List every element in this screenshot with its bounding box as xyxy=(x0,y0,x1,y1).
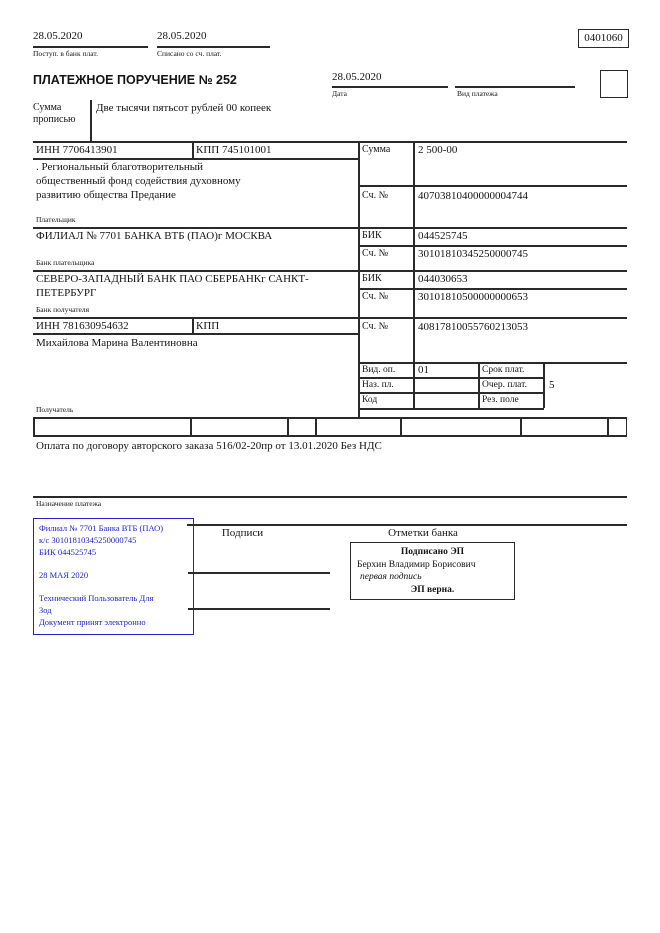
table-line xyxy=(192,141,194,159)
amount-label: Сумма xyxy=(362,144,391,155)
table-line xyxy=(33,417,627,419)
payer-bank-label: Банк плательщика xyxy=(36,258,95,267)
op-kind-label: Вид. оп. xyxy=(362,365,396,375)
bank-stamp-line: 28 МАЯ 2020 xyxy=(39,570,89,580)
table-line xyxy=(358,245,627,247)
bank-stamp-line: Зод xyxy=(39,605,52,615)
table-line xyxy=(33,333,360,335)
payer-bank-account: 30101810345250000745 xyxy=(418,248,528,260)
payer-bank-bik: 044525745 xyxy=(418,230,468,242)
payer-name-line: развитию общества Предание xyxy=(36,189,176,201)
payee-kpp-label: КПП xyxy=(196,320,220,332)
payer-account: 40703810400000004744 xyxy=(418,190,528,202)
amount-value: 2 500-00 xyxy=(418,144,458,156)
payee-bank-bik: 044030653 xyxy=(418,273,468,285)
debited-date: 28.05.2020 xyxy=(157,30,207,42)
payee-bank-bik-label: БИК xyxy=(362,273,382,284)
ep-title: Подписано ЭП xyxy=(400,547,465,557)
received-date: 28.05.2020 xyxy=(33,30,83,42)
payee-label: Получатель xyxy=(36,405,74,414)
table-line xyxy=(358,362,627,364)
table-line xyxy=(478,362,480,408)
bank-stamp-spacer xyxy=(39,581,189,592)
divider-line xyxy=(157,46,270,48)
payee-bank-name-line: СЕВЕРО-ЗАПАДНЫЙ БАНК ПАО СБЕРБАНКг САНКТ- xyxy=(36,273,309,285)
table-line xyxy=(358,392,544,394)
bank-stamp-spacer xyxy=(39,558,189,569)
payee-bank-label: Банк получателя xyxy=(36,305,90,314)
payment-type-label: Вид платежа xyxy=(457,89,498,98)
signature-line xyxy=(188,572,330,574)
due-date-label: Срок плат. xyxy=(482,365,525,375)
priority-label: Очер. плат. xyxy=(482,380,527,390)
table-line xyxy=(190,417,192,435)
table-line xyxy=(358,185,627,187)
amount-words-label-2: прописью xyxy=(33,114,76,125)
payee-account-label: Сч. № xyxy=(362,321,389,332)
amount-words-label-1: Сумма xyxy=(33,102,62,113)
table-line xyxy=(358,408,544,410)
bank-stamp-line: Филиал № 7701 Банка ВТБ (ПАО) xyxy=(39,523,164,533)
payee-account: 40817810055760213053 xyxy=(418,321,528,333)
bank-marks-title: Отметки банка xyxy=(388,527,458,539)
table-line xyxy=(358,288,627,290)
reserve-field-label: Рез. поле xyxy=(482,395,519,405)
signature-line xyxy=(188,608,330,610)
ep-signer-name: Берхин Владимир Борисович xyxy=(357,559,476,570)
payee-name: Михайлова Марина Валентиновна xyxy=(36,337,198,349)
divider-line xyxy=(90,100,92,141)
table-line xyxy=(626,417,628,435)
table-line xyxy=(358,377,544,379)
divider-line xyxy=(33,46,148,48)
amount-in-words: Две тысячи пятьсот рублей 00 копеек xyxy=(96,102,272,114)
ep-signature-type: первая подпись xyxy=(360,572,422,582)
payer-inn: ИНН 7706413901 xyxy=(36,144,118,156)
payment-purpose-text: Оплата по договору авторского заказа 516/02-20пр от 13.01.2020 Без НДС xyxy=(36,440,382,452)
table-line xyxy=(187,524,627,526)
document-date: 28.05.2020 xyxy=(332,71,382,83)
priority-value: 5 xyxy=(549,379,555,391)
bank-stamp-line: БИК 044525745 xyxy=(39,547,97,557)
table-line xyxy=(33,158,360,160)
bank-stamp-line: Документ принят электронно xyxy=(39,617,146,627)
payer-name-line: общественный фонд содействия духовному xyxy=(36,175,241,187)
document-title: ПЛАТЕЖНОЕ ПОРУЧЕНИЕ № 252 xyxy=(33,73,237,87)
table-line xyxy=(413,141,415,408)
status-box xyxy=(600,70,628,98)
payment-purpose-label: Назначение платежа xyxy=(36,499,102,508)
payee-bank-account-label: Сч. № xyxy=(362,291,389,302)
received-date-label: Поступ. в банк плат. xyxy=(33,49,98,58)
table-line xyxy=(33,227,627,229)
payer-kpp: КПП 745101001 xyxy=(196,144,272,156)
table-line xyxy=(33,435,627,437)
payer-bank-bik-label: БИК xyxy=(362,230,382,241)
ep-valid-text: ЭП верна. xyxy=(410,584,455,595)
signatures-title: Подписи xyxy=(221,527,264,539)
payee-inn: ИНН 781630954632 xyxy=(36,320,129,332)
debited-date-label: Списано со сч. плат. xyxy=(157,49,222,58)
payer-name-line: . Региональный благотворительный xyxy=(36,161,203,173)
table-line xyxy=(33,141,627,143)
payer-account-label: Сч. № xyxy=(362,190,389,201)
table-line xyxy=(543,362,545,408)
table-line xyxy=(400,417,402,435)
ep-signature-box xyxy=(350,542,515,600)
table-line xyxy=(33,496,627,498)
form-code-box: 0401060 xyxy=(578,29,629,48)
table-line xyxy=(33,417,35,435)
payee-bank-account: 30101810500000000653 xyxy=(418,291,528,303)
table-line xyxy=(33,317,627,319)
table-line xyxy=(192,317,194,334)
table-line xyxy=(33,270,627,272)
purpose-code-label: Наз. пл. xyxy=(362,380,394,390)
table-line xyxy=(520,417,522,435)
payer-bank-name: ФИЛИАЛ № 7701 БАНКА ВТБ (ПАО)г МОСКВА xyxy=(36,230,273,242)
table-line xyxy=(607,417,609,435)
divider-line xyxy=(332,86,448,88)
bank-stamp-line: Технический Пользователь Для xyxy=(39,593,154,603)
table-line xyxy=(287,417,289,435)
table-line xyxy=(315,417,317,435)
payee-bank-name-line: ПЕТЕРБУРГ xyxy=(36,287,97,299)
bank-stamp-line: к/с 30101810345250000745 xyxy=(39,535,137,545)
op-kind-value: 01 xyxy=(418,364,429,376)
payer-bank-account-label: Сч. № xyxy=(362,248,389,259)
date-label: Дата xyxy=(332,89,347,98)
divider-line xyxy=(455,86,575,88)
payer-label: Плательщик xyxy=(36,215,76,224)
table-line xyxy=(358,141,360,418)
code-label: Код xyxy=(362,395,378,405)
bank-stamp xyxy=(33,518,194,635)
